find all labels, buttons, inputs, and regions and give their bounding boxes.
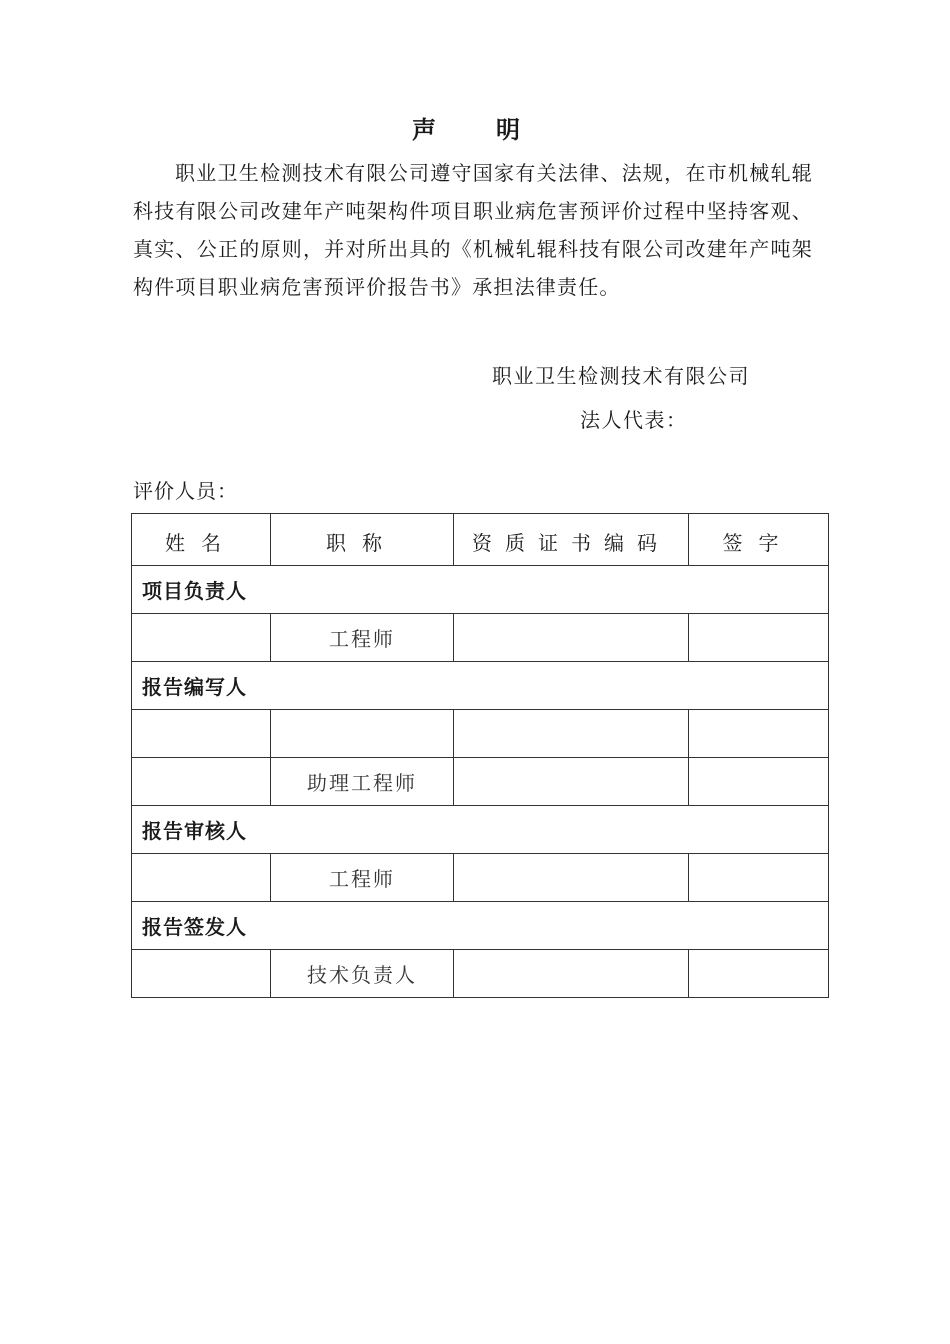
section-row-report-issuer: [132, 902, 829, 950]
table-row: [132, 710, 829, 758]
staff-section-label: 评价人员：: [133, 479, 238, 503]
table-row: [132, 758, 829, 806]
table-row: [132, 614, 829, 662]
table-header-row: [132, 514, 829, 566]
name-cell[interactable]: [132, 614, 271, 662]
header-sign: 签字: [689, 514, 829, 566]
section-label: 报告审核人: [132, 806, 829, 854]
cert-cell[interactable]: [454, 854, 689, 902]
sign-cell[interactable]: [689, 854, 829, 902]
sign-cell[interactable]: [689, 758, 829, 806]
header-cert: 资质证书编码: [454, 514, 689, 566]
sign-cell[interactable]: [689, 950, 829, 998]
cert-cell[interactable]: [454, 710, 689, 758]
section-label: 项目负责人: [132, 566, 829, 614]
section-row-project-lead: [132, 566, 829, 614]
sign-cell[interactable]: [689, 710, 829, 758]
signature-company: 职业卫生检测技术有限公司: [492, 364, 750, 388]
page-title: 声 明: [412, 115, 538, 144]
section-label: 报告编写人: [132, 662, 829, 710]
title-cell: [271, 710, 454, 758]
section-row-report-writer: [132, 662, 829, 710]
table-row: [132, 950, 829, 998]
name-cell[interactable]: [132, 758, 271, 806]
table-row: [132, 854, 829, 902]
statement-paragraph: 职业卫生检测技术有限公司遵守国家有关法律、法规，在市机械轧辊科技有限公司改建年产吨架构件项目职业病危害预评价过程中坚持客观、真实、公正的原则，并对所出具的《机械轧辊科技有限公司改建年产吨架构件项目职业病危害预评价报告书》承担法律责任。: [133, 161, 813, 299]
cert-cell[interactable]: [454, 758, 689, 806]
title-cell: 技术负责人: [271, 950, 454, 998]
name-cell[interactable]: [132, 950, 271, 998]
header-title: 职称: [271, 514, 454, 566]
title-cell: 工程师: [271, 614, 454, 662]
cert-cell[interactable]: [454, 950, 689, 998]
section-label: 报告签发人: [132, 902, 829, 950]
title-cell: 助理工程师: [271, 758, 454, 806]
name-cell[interactable]: [132, 710, 271, 758]
title-cell: 工程师: [271, 854, 454, 902]
header-name: 姓名: [132, 514, 271, 566]
sign-cell[interactable]: [689, 614, 829, 662]
staff-table: [131, 513, 829, 998]
name-cell[interactable]: [132, 854, 271, 902]
section-row-report-reviewer: [132, 806, 829, 854]
signature-legal-rep-label: 法人代表：: [580, 408, 688, 432]
cert-cell[interactable]: [454, 614, 689, 662]
